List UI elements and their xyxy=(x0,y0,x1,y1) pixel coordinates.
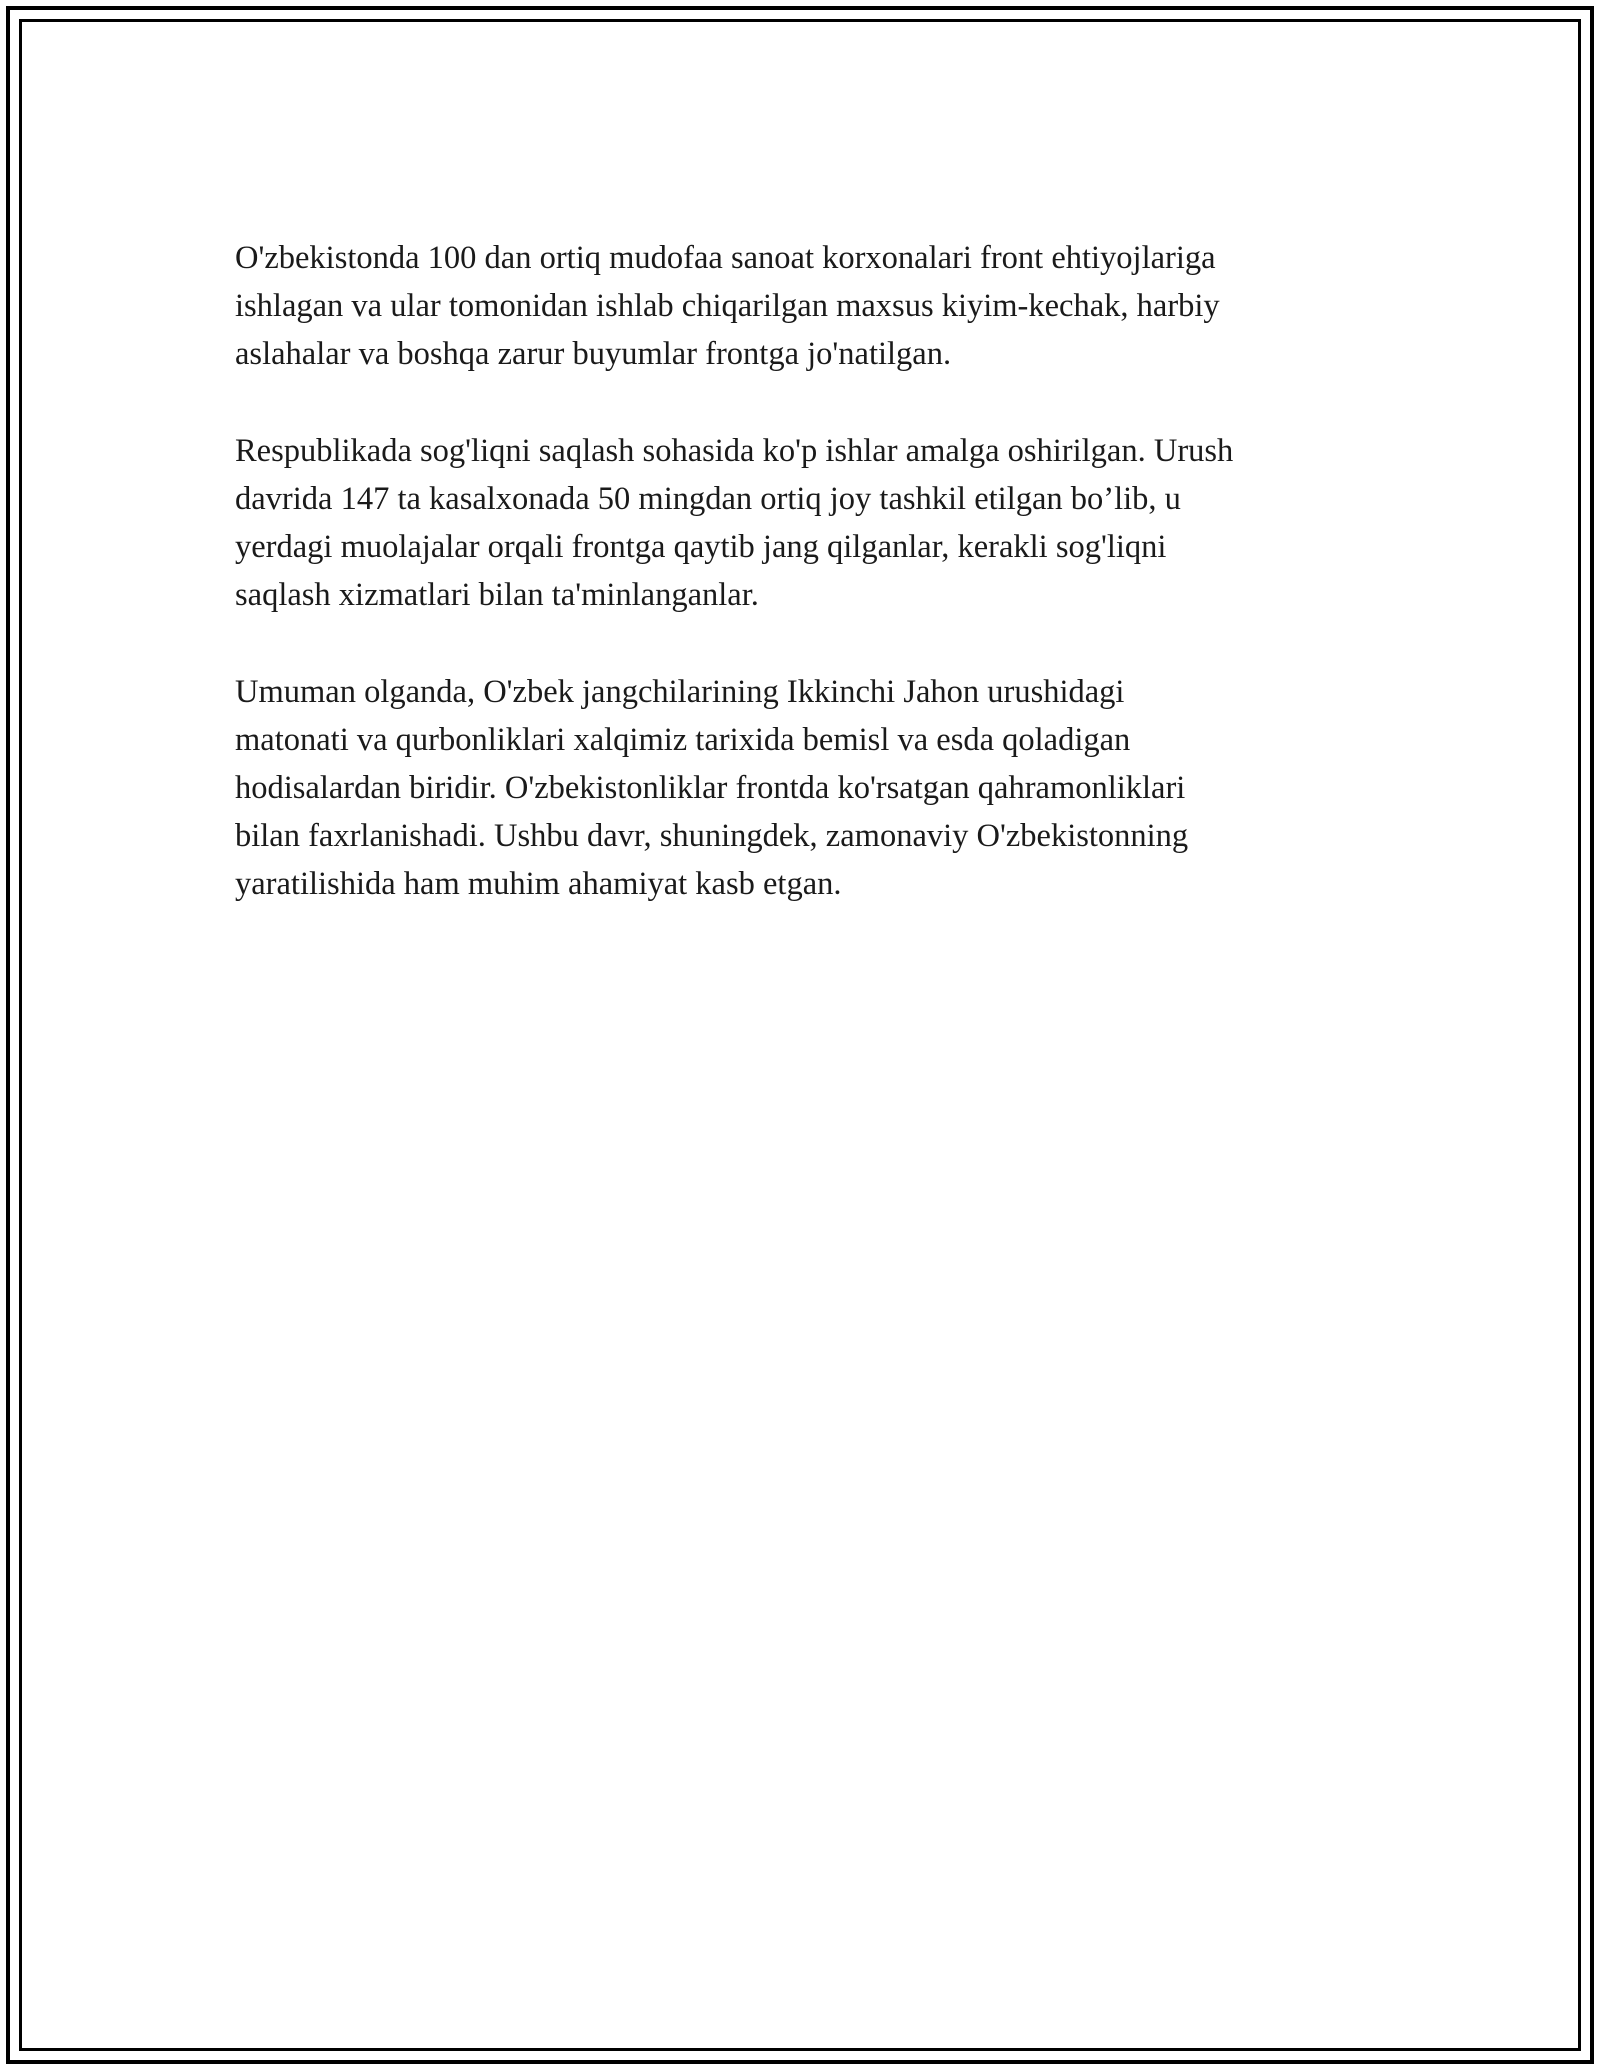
paragraph-conclusion: Umuman olganda, O'zbek jangchilarining Ikkinchi Jahon urushidagi matonati va qurbonliklari xalqimiz tarixida bemisl va esda qoladigan hodisalardan biridir. O'zbekistonliklar frontda ko'rsatgan qahramonliklari bilan faxrlanishadi. Ushbu davr, shuningdek, zamonaviy O'zbekistonning yaratilishida ham muhim ahamiyat kasb etgan. xyxy=(235,674,1189,902)
document-body xyxy=(235,234,1375,957)
paragraph-defense-industry: O'zbekistonda 100 dan ortiq mudofaa sanoat korxonalari front ehtiyojlariga ishlagan va ular tomonidan ishlab chiqarilgan maxsus kiyim-kechak, harbiy aslahalar va boshqa zarur buyumlar frontga jo'natilgan. xyxy=(235,240,1220,372)
paragraph-healthcare: Respublikada sog'liqni saqlash sohasida ko'p ishlar amalga oshirilgan. Urush davrida 147 ta kasalxonada 50 mingdan ortiq joy tashkil etilgan bo’lib, u yerdagi muolajalar orqali frontga qaytib jang qilganlar, kerakli sog'liqni saqlash xizmatlari bilan ta'minlanganlar. xyxy=(235,433,1234,613)
